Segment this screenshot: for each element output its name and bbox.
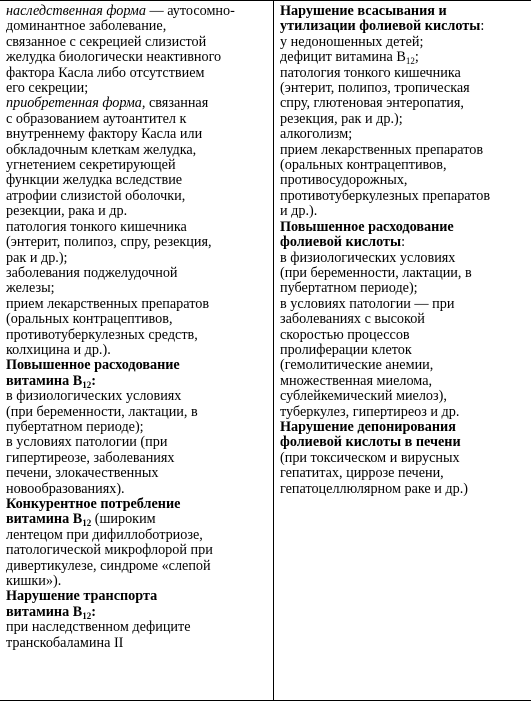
folate-use-heading-line-1: Повышенное расходование (280, 218, 454, 235)
text-line: желудка биологически неактивного (6, 49, 222, 66)
text-line: функции желудка вследствие (6, 172, 183, 189)
increased-use-colon: : (91, 372, 96, 389)
text-line: в условиях патологии (при (6, 434, 168, 451)
text-line: прием лекарственных препаратов (6, 295, 210, 312)
right-column (274, 1, 531, 701)
folate-use-colon: : (401, 234, 406, 251)
acquired-text-line: связанная (145, 95, 209, 112)
text-line: обкладочным клеткам желудка, (6, 141, 197, 158)
text-line: транскобаламина II (6, 634, 124, 651)
transport-heading-line-2 (6, 605, 269, 620)
text-line: внутреннему фактору Касла или (6, 126, 203, 143)
text-line: (при беременности, лактации, в (6, 403, 198, 420)
increased-use-heading-text: витамина В (6, 372, 83, 389)
increased-use-subscript: 12 (82, 379, 92, 390)
text-line: при наследственном дефиците (6, 619, 191, 636)
hereditary-text (6, 19, 269, 96)
text-line: пубертатном периоде); (280, 280, 418, 297)
text-line: связанное с секрецией слизистой (6, 33, 207, 50)
transport-colon: : (91, 603, 96, 620)
text-line: туберкулез, гипертиреоз и др. (280, 403, 460, 420)
competitive-heading-line-1: Конкурентное потребление (6, 496, 181, 512)
absorption-b12-text: дефицит витамина В (280, 49, 406, 66)
text-line: (энтерит, полипоз, тропическая (280, 80, 470, 97)
deposit-text (280, 451, 527, 497)
text-line: лентецом при дифиллоботриозе, (6, 526, 203, 543)
absorption-subscript: 12 (405, 56, 415, 67)
acquired-term: приобретенная форма, (6, 95, 146, 112)
text-line: гепатоцеллюлярном раке и др.) (280, 480, 468, 497)
increased-use-heading-line-1: Повышенное расходование (6, 357, 180, 374)
text-line: доминантное заболевание, (6, 18, 167, 35)
text-line: противотуберкулезных препаратов (280, 187, 491, 204)
hereditary-line (6, 4, 269, 19)
transport-text (6, 620, 269, 651)
text-line: кишки»). (6, 573, 62, 590)
increased-use-heading-line-2 (6, 374, 269, 389)
text-line: фактора Касла либо отсутствием (6, 64, 205, 81)
absorption-heading-line-1: Нарушение всасывания и (280, 3, 447, 19)
text-line: его секреции; (6, 80, 89, 97)
text-line: (гемолитические анемии, (280, 357, 434, 374)
text-line: пубертатном периоде); (6, 418, 144, 435)
text-line: противотуберкулезных средств, (6, 326, 198, 343)
text-line: рак и др.); (6, 249, 68, 266)
folate-use-text (280, 251, 527, 420)
absorption-semicolon: ; (414, 49, 419, 66)
text-line: множественная миелома, (280, 372, 433, 389)
text-line: в условиях патологии — при (280, 295, 455, 312)
folate-use-heading-line-2 (280, 235, 527, 250)
competitive-subscript: 12 (82, 518, 92, 529)
text-line: резекция, рак и др.); (280, 110, 403, 127)
absorption-heading-line-2 (280, 19, 527, 34)
acquired-text (6, 112, 269, 359)
text-line: в физиологических условиях (6, 388, 182, 405)
text-line: заболеваниях с высокой (280, 311, 425, 328)
competitive-heading-line-2 (6, 512, 269, 527)
text-line: противосудорожных, (280, 172, 408, 189)
text-line: с образованием аутоантител к (6, 110, 187, 127)
text-line: патологической микрофлорой при (6, 542, 213, 559)
competitive-inline-text: (широким (91, 511, 156, 528)
text-line: и др.). (280, 203, 318, 220)
acquired-line (6, 96, 269, 111)
text-line: гепатитах, циррозе печени, (280, 465, 444, 482)
text-line: сублейкемический миелоз), (280, 388, 447, 405)
absorption-line-2 (280, 50, 527, 65)
transport-subscript: 12 (82, 610, 92, 621)
text-line: скоростью процессов (280, 326, 410, 343)
deposit-heading-line-1: Нарушение депонирования (280, 418, 456, 435)
text-line: гипертиреозе, заболеваниях (6, 449, 175, 466)
text-line: патология тонкого кишечника (6, 218, 187, 235)
left-column (0, 1, 274, 701)
text-line: (энтерит, полипоз, спру, резекция, (6, 234, 212, 251)
text-line: патология тонкого кишечника (280, 64, 461, 81)
text-line: (оральных контрацептивов, (280, 157, 447, 174)
text-line: новообразованиях). (6, 480, 125, 497)
absorption-heading-text: утилизации фолиевой кислоты (280, 18, 481, 35)
absorption-text (280, 66, 527, 220)
text-line: дивертикулезе, синдроме «слепой (6, 557, 211, 574)
text-line: пролиферации клеток (280, 341, 412, 358)
absorption-colon: : (480, 18, 485, 35)
deposit-heading-line-2: фолиевой кислоты в печени (280, 434, 461, 451)
competitive-heading-text: витамина В (6, 511, 83, 528)
text-line: железы; (6, 280, 55, 297)
text-line: (оральных контрацептивов, (6, 311, 173, 328)
transport-heading-text: витамина В (6, 603, 83, 620)
text-line: заболевания поджелудочной (6, 264, 178, 281)
transport-heading-line-1: Нарушение транспорта (6, 588, 158, 605)
text-line: алкоголизм; (280, 126, 353, 143)
folate-use-heading-text: фолиевой кислоты (280, 234, 402, 251)
text-line: атрофии слизистой оболочки, (6, 187, 186, 204)
text-line: угнетением секретирующей (6, 157, 176, 174)
text-line: (при токсическом и вирусных (280, 449, 460, 466)
increased-use-text (6, 389, 269, 497)
text-line: печени, злокачественных (6, 465, 159, 482)
text-line: прием лекарственных препаратов (280, 141, 484, 158)
text-line: резекции, рака и др. (6, 203, 128, 220)
text-line: колхицина и др.). (6, 341, 111, 358)
absorption-line-1: у недоношенных детей; (280, 33, 424, 50)
text-line: (при беременности, лактации, в (280, 264, 472, 281)
hereditary-term: наследственная форма (6, 3, 146, 19)
competitive-text (6, 528, 269, 590)
text-line: в физиологических условиях (280, 249, 456, 266)
text-line: спру, глютеновая энтеропатия, (280, 95, 464, 112)
hereditary-text-line: — аутосомно- (145, 3, 235, 19)
